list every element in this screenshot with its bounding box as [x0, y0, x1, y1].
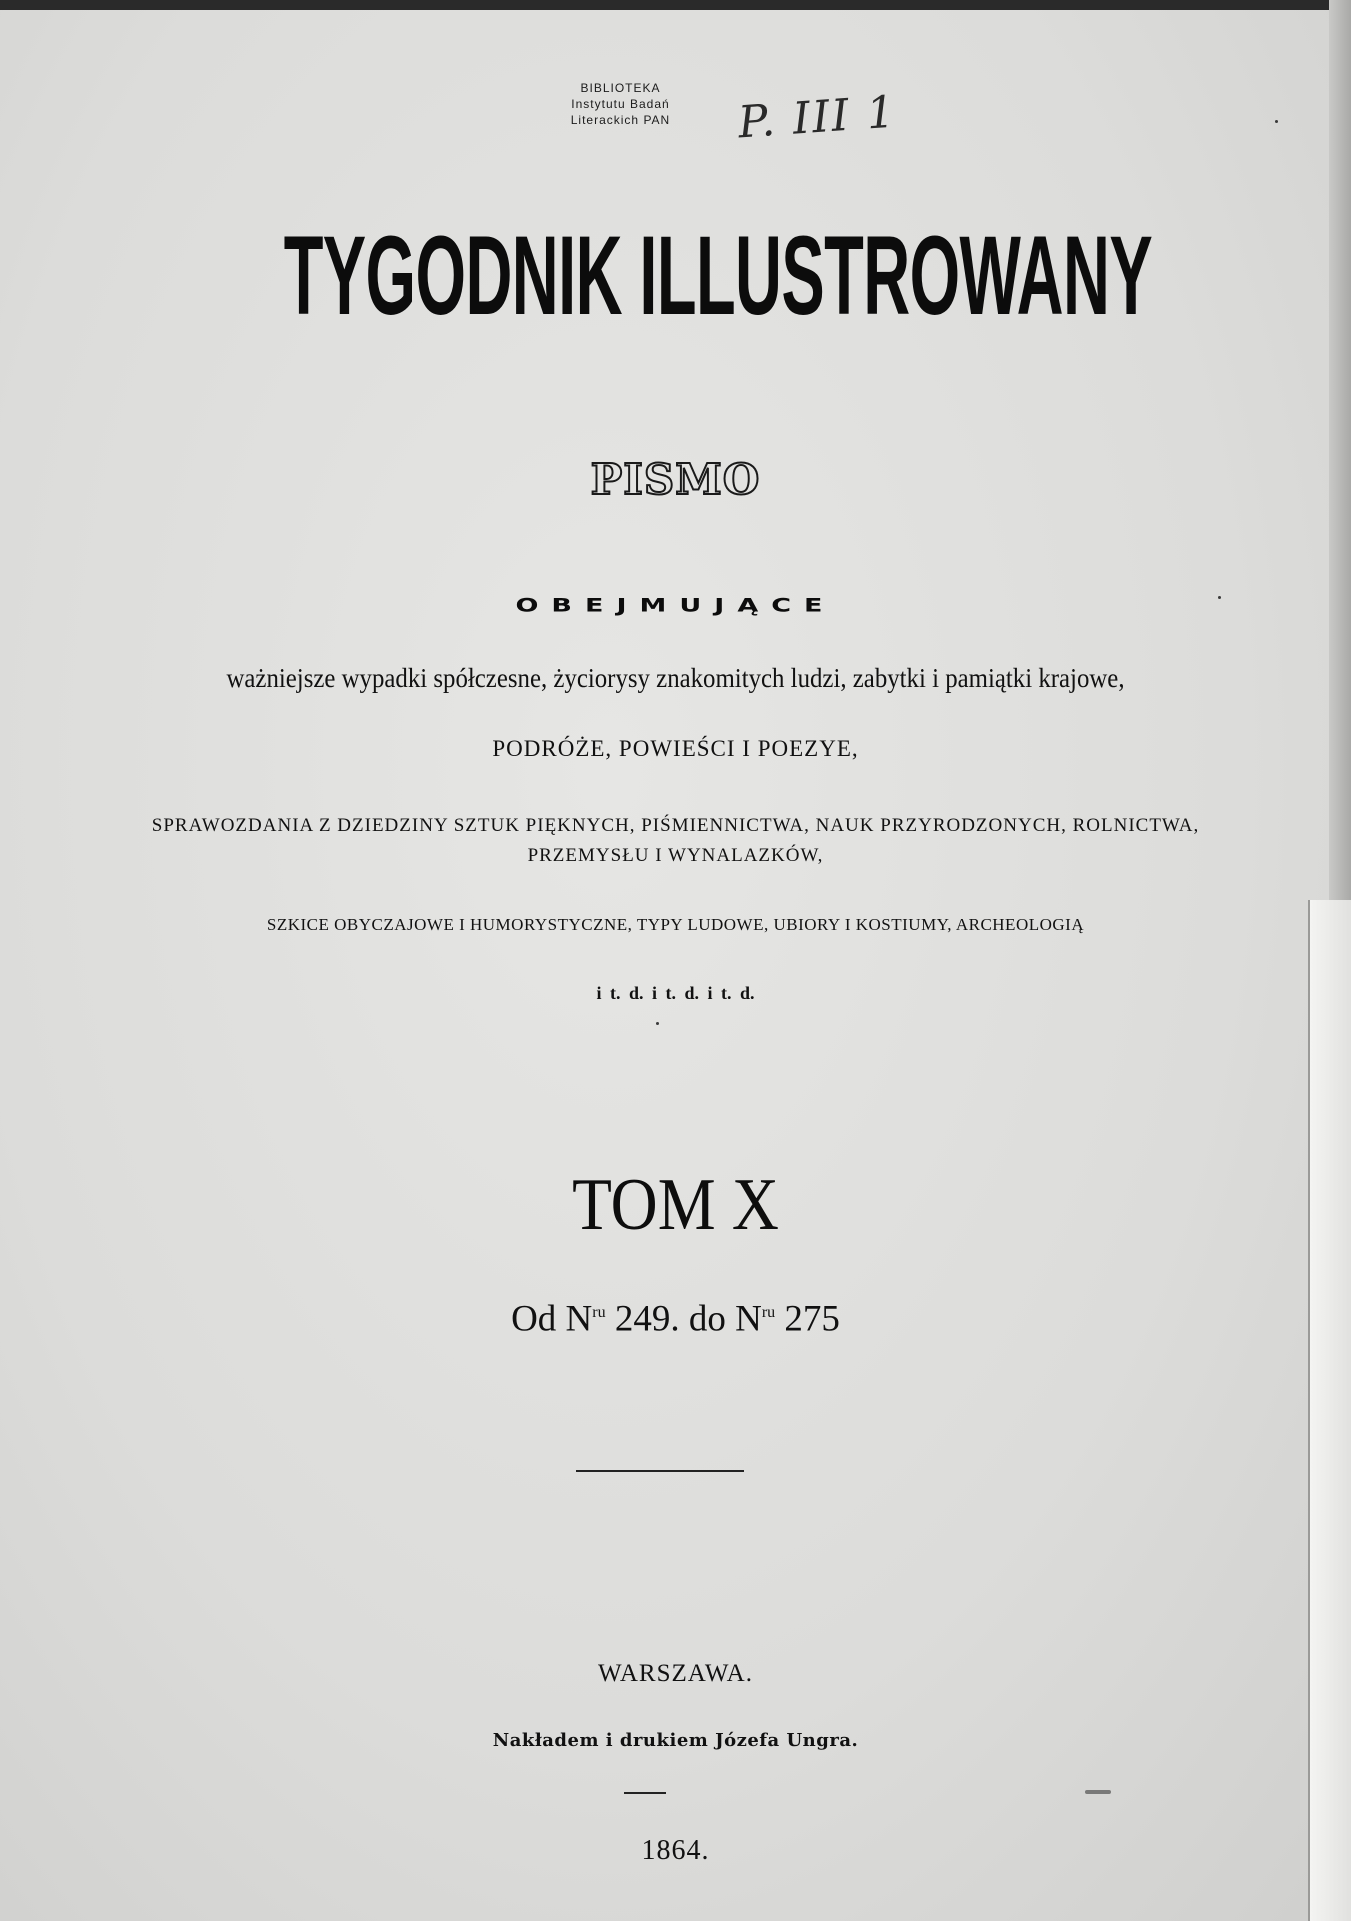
description-line-4: PRZEMYSŁU I WYNALAZKÓW, — [527, 845, 824, 866]
ink-speck — [656, 1022, 659, 1025]
scan-top-edge — [0, 0, 1351, 10]
stamp-line-2: Instytutu Badań — [571, 97, 670, 111]
handwritten-shelfmark: P. III 1 — [736, 86, 899, 149]
issue-range-num-1: 249. do N — [605, 1298, 762, 1340]
issue-range-num-2: 275 — [775, 1298, 840, 1340]
description-line-3: SPRAWOZDANIA Z DZIEDZINY SZTUK PIĘKNYCH, PIŚMIENNICTWA, NAUK PRZYRODZONYCH, ROLNICTWA, — [151, 815, 1200, 836]
ink-speck — [1275, 120, 1278, 123]
page-title: TYGODNIK ILLUSTROWANY — [283, 213, 1153, 338]
stamp-line-1: BIBLIOTEKA — [580, 81, 661, 95]
description-line-5: SZKICE OBYCZAJOWE I HUMORYSTYCZNE, TYPY LUDOWE, UBIORY I KOSTIUMY, ARCHEOLOGIĄ — [266, 915, 1085, 934]
obejmujace-heading: OBEJMUJĄCE — [515, 594, 836, 617]
issue-range-sup-1: ru — [592, 1304, 606, 1321]
imprint-publisher: Nakładem i drukiem Józefa Ungra. — [492, 1730, 859, 1751]
imprint-city: WARSZAWA. — [598, 1660, 753, 1687]
issue-range — [0, 1290, 1351, 1342]
subtitle-pismo: PISMO — [590, 455, 761, 504]
divider-rule — [576, 1470, 744, 1472]
ink-speck — [1218, 596, 1221, 599]
short-divider-rule — [624, 1792, 666, 1794]
issue-range-sup-2: ru — [761, 1304, 776, 1321]
description-line-2: PODRÓŻE, POWIEŚCI I POEZYE, — [492, 736, 859, 761]
description-line-6: i t. d. i t. d. i t. d. — [596, 983, 755, 1003]
volume-number: TOM X — [572, 1164, 779, 1246]
paper-fold-strip — [1308, 900, 1351, 1921]
imprint-year: 1864. — [641, 1835, 710, 1866]
issue-range-prefix: Od N — [511, 1298, 593, 1340]
stamp-line-3: Literackich PAN — [570, 113, 671, 127]
ink-smudge — [1085, 1790, 1111, 1794]
library-stamp — [548, 80, 693, 128]
description-line-1: ważniejsze wypadki spółczesne, życiorysy znakomitych ludzi, zabytki i pamiątki krajowe, — [226, 663, 1125, 693]
